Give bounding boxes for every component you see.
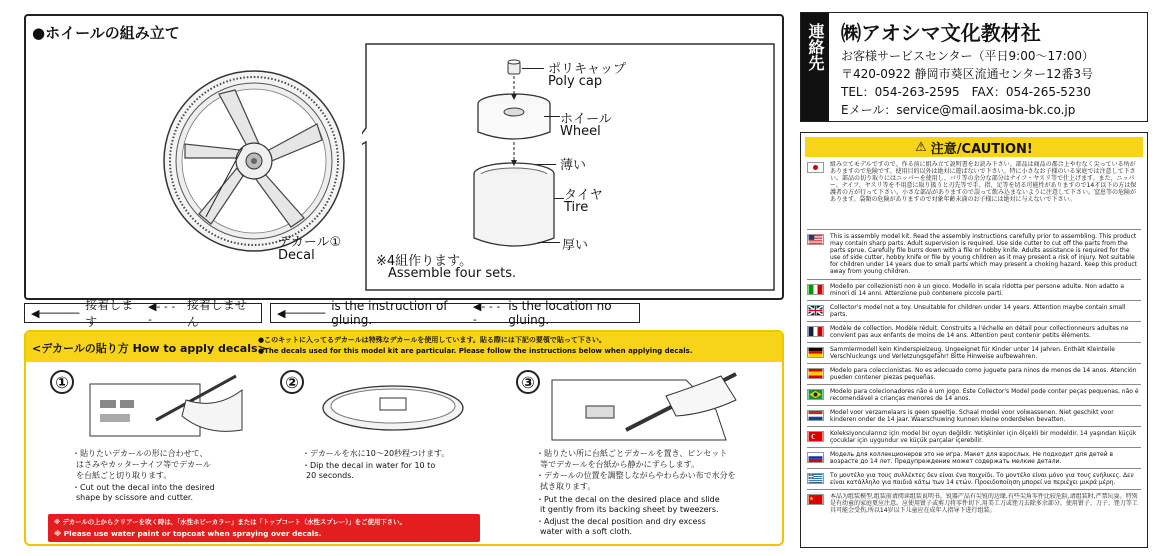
warning-triangle-icon: ⚠ (915, 139, 927, 155)
caution-row-russia (807, 451, 1141, 465)
glue-arrow-icon: ◀────── (277, 306, 326, 320)
divider (807, 447, 1141, 448)
step-1-text-jp-2: はさみやカッターナイフ等でデカール (76, 460, 211, 469)
polycap-label-jp: ポリキャップ (548, 62, 627, 77)
step-1-number: ① (50, 370, 74, 394)
noglue-arrow-icon: ◀- - - - (472, 300, 501, 326)
legend-en-glue: is the instruction of gluing. (331, 299, 448, 327)
step-1-text-jp-1: ・貼りたいデカールの形に合わせて、 (72, 449, 208, 458)
step-3-illustration (546, 370, 746, 442)
step-2-text-en-1: ・Dip the decal in water for 10 to (302, 461, 436, 470)
caution-row-greece (807, 472, 1141, 486)
caution-text-usa: This is assembly model kit. Read the assembly instructions carefully prior to assembling. This product may contain sharp parts. Adult supervision is required. Use side cutter to cut off the parts from the parts sprue. Carefully file burrs down with a file or hobby knife. Adults assistance is required for the use of side cutter, hobby knife or file by young children as it may present a risk of injury. Not suitable for children under 14 years due to small parts which may present a choking hazard. Keep this product away from young children. (830, 233, 1137, 275)
caution-row-uk (807, 304, 1141, 318)
caution-row-brazil (807, 388, 1141, 402)
caution-text-japan: 組み立てモデルですので、作る前に組み立て説明書をお読み下さい。部品は商品の都合上やむなく尖っている所がありますので危険です。使用目的以外は絶対に遊ばないで下さい。特に小さなお子様のいる家庭では注意して下さい。部品の切り取りにはニッパーを使用し、バリ等の余分な部分はナイフ・ヤスリ等で仕上げます。また、ニッパー、ナイフ、ヤスリ等を不用意に取り扱うと刃先等で手、指、足等を切る可能性がありますので14才以下の方は保護者の方が行って下さい。小さな部品がありますので誤って飲み込まないように注意して下さい。窒息等の危険があります。袋類の危険がありますので対象年齢未満のお子様には絶対に与えないで下さい。 (830, 161, 1137, 203)
caution-text-china: 本品为组装模型,组装前请阅读组装说明书。锐器产品有尖锐的边缘,有些尖角零件比较危险,请组装时,严禁玩耍。特别是有幼童的家庭更应注意。应使用钳子或剪刀将零件切下,用美工刀或锉刀去除多余部分。使用钳子、刀子、锉刀等工具可能会受伤,所以14岁以下儿童应在成年人指导下进行组装。 (830, 493, 1138, 514)
decal-warning-jp: ※ デカールの上からクリアーを吹く時は、「水性ホビーカラー」または「トップコート（水性スプレー）」をご使用下さい。 (54, 518, 406, 526)
step-3-text-en-3: ・Adjust the decal position and dry excess (536, 517, 706, 526)
address: 〒420-0922 静岡市葵区流通センター12番3号 (841, 67, 1094, 81)
usa-flag-icon (807, 234, 824, 245)
caution-row-china (807, 493, 1141, 543)
step-1-text-en-2: shape by scissore and cutter. (76, 493, 193, 502)
legend-jp-noglue: 接着しません (186, 298, 247, 329)
wheel-label-en: Wheel (560, 124, 601, 139)
caution-panel (800, 132, 1148, 548)
caution-title: 注意/CAUTION! (930, 141, 1033, 157)
caution-row-usa (807, 233, 1141, 275)
decal-label-en: Decal (278, 248, 315, 263)
email: Eメール：service@mail.aosima-bk.co.jp (841, 103, 1076, 117)
divider (807, 489, 1141, 490)
tire-leader (554, 198, 564, 199)
greece-flag-icon (807, 473, 824, 484)
legend-jp-glue: 接着します (85, 298, 134, 329)
thick-leader (538, 242, 560, 243)
caution-text-turkey: Koleksiyoncularınız için model bir oyun değildir. Yetişkinler için ölçekli bir modeldir. 14 yaşından küçük çocuklar için uygundur ve küçük parçalar içerebilir. (830, 430, 1137, 444)
contact-panel (800, 12, 1148, 122)
step-3-text-jp-2: 等でデカールを台紙から静かにずらします。 (540, 460, 700, 469)
uk-flag-icon (807, 305, 824, 316)
step-3-text-jp-4: 拭き取ります。 (540, 482, 596, 491)
step-2-text-jp-1: ・デカールを水に10～20秒程つけます。 (302, 449, 450, 458)
caution-text-spain: Modelo para coleccionistas. No es adecuado como juguete para ninos de menos de 14 anos. Atención pueden contener piezas pequeñas. (830, 367, 1137, 381)
china-flag-icon (807, 494, 824, 505)
spain-flag-icon (807, 368, 824, 379)
france-flag-icon (807, 326, 824, 337)
caution-text-russia: Модель для коллекционеров это не игра. Макет для взрослых. Не подходит для детей в возрасте до 14 лет. Предупреждение может содержать мелкие детали. (830, 451, 1114, 465)
step-3-text-jp-3: ・デカールの位置を調整しながらやわらかい布で水分を (536, 471, 736, 480)
polycap-leader (522, 68, 544, 69)
company-name: ㈱アオシマ文化教材社 (841, 21, 1041, 45)
caution-text-greece: Το μοντέλο για τους συλλέκτες δεν είναι ένα παιχνίδι. Το μοντέλο είναι μόνο για τους ενήλικες. Δεν είναι κατάλληλο για παιδιά κάτω των 14 ετών. Προειδοποίηση μπορεί να περιέχει μικρά μέρη. (830, 472, 1134, 486)
divider (807, 229, 1141, 230)
legend-jp (24, 298, 262, 329)
caution-row-germany (807, 346, 1141, 360)
caution-row-italy (807, 283, 1141, 297)
contact-side-label: 連絡先 (806, 23, 825, 71)
decal-intro-en: ●The decals used for this model kit are particular. Please follow the instructions below when applying decals. (258, 347, 693, 355)
russia-flag-icon (807, 452, 824, 463)
divider (807, 321, 1141, 322)
divider (807, 300, 1141, 301)
step-1-text-jp-3: を台紙ごと切り取ります。 (76, 471, 172, 480)
tire-label-en: Tire (564, 200, 589, 215)
step-2-number: ② (280, 370, 304, 394)
thin-leader (534, 164, 556, 165)
netherlands-flag-icon (807, 410, 824, 421)
thin-label: 薄い (560, 158, 587, 173)
germany-flag-icon (807, 347, 824, 358)
italy-flag-icon (807, 284, 824, 295)
wheel-leader (544, 116, 560, 117)
caution-text-france: Modèle de collection. Modèle réduit. Construits a l'échelle en détail pour collectionneurs adultes ne convient pas aux enfants de moins de 14 ans. Attention peut contenir petits éléments. (830, 325, 1129, 339)
assembly-note-en: Assemble four sets. (388, 266, 517, 281)
step-3-text-en-2: it gently from its backing sheet by tweezers. (540, 505, 719, 514)
caution-text-brazil: Modelo para colecionadores não é um jogo. Este Collector's Model pode conter peças pequenas, não é recomendável a crianças menores de 14 anos. (830, 388, 1139, 402)
assembly-panel (24, 14, 784, 300)
step-3-text-jp-1: ・貼りたい所に台紙ごとデカールを置き、ピンセット (536, 449, 728, 458)
caution-text-uk: Collector's model not a toy. Unsuitable for children under 14 years. Attention maybe contain small parts. (830, 304, 1126, 318)
polycap-label-en: Poly cap (548, 74, 603, 89)
turkey-flag-icon (807, 431, 824, 442)
glue-arrow-icon: ◀────── (31, 306, 80, 320)
brazil-flag-icon (807, 389, 824, 400)
step-1-text-en-1: ・Cut out the decal into the desired (72, 483, 215, 492)
assembly-note-jp: ※4組作ります。 (376, 254, 473, 269)
divider (807, 426, 1141, 427)
step-2-illustration (318, 378, 468, 438)
legend-en-noglue: is the location no gluing. (508, 299, 612, 327)
decal-intro-jp: ●このキットに入ってるデカールは特殊なデカールを使用しています。貼る際には下記の要領で貼って下さい。 (258, 336, 606, 344)
thick-label: 厚い (562, 238, 589, 253)
caution-text-netherlands: Model voor verzamelaars is geen speeltje. Schaal model voor volwassenen. Niet geschikt voor kinderen onder de 14 jaar. Waarschuwing kunnen kleine onderdelen bevatten. (830, 409, 1114, 423)
caution-text-germany: Sammlermodell kein Kinderspielzeug. Ungeeignet für Kinder unter 14 Jahren. Enthält Kleinteile Verschluckungs und Verletzungsgefahr! Bitte Hinweise aufbewahren. (830, 346, 1115, 360)
divider (807, 384, 1141, 385)
tire-label-jp: タイヤ (564, 188, 603, 203)
legend-en (270, 299, 640, 327)
divider (807, 279, 1141, 280)
step-3-number: ③ (516, 370, 540, 394)
decal-header: <デカールの貼り方 How to apply decals> (32, 342, 267, 355)
divider (807, 405, 1141, 406)
caution-text-italy: Modello per collezionisti non è un gioco. Modello in scala ridotta per persone adulte. Non adatto a minori di 14 anni. Attenzione può contenere piccole parti. (830, 283, 1124, 297)
step-3-text-en-1: ・Put the decal on the desired place and slide (536, 495, 720, 504)
caution-row-france (807, 325, 1141, 339)
wheel-illustration (159, 66, 349, 256)
step-2-text-en-2: 20 seconds. (306, 471, 354, 480)
assembly-title: ●ホイールの組み立て (32, 24, 180, 42)
caution-row-spain (807, 367, 1141, 381)
decal-warning-en: ※ Please use water paint or topcoat when spraying over decals. (54, 529, 322, 538)
caution-header (805, 137, 1143, 157)
divider (807, 468, 1141, 469)
caution-row-turkey (807, 430, 1141, 444)
caution-row-netherlands (807, 409, 1141, 423)
decal-instructions-panel (24, 330, 784, 546)
tel-fax: TEL：054-263-2595 FAX：054-265-5230 (841, 85, 1091, 99)
divider (807, 363, 1141, 364)
divider (807, 342, 1141, 343)
wheel-label-jp: ホイール (560, 112, 612, 127)
japan-flag-icon (807, 162, 824, 173)
caution-row-japan (807, 161, 1141, 225)
step-3-text-en-4: water with a soft cloth. (540, 527, 632, 536)
noglue-arrow-icon: ◀- - - - (147, 300, 176, 326)
service-center: お客様サービスセンター（平日9:00～17:00） (841, 49, 1095, 63)
step-1-illustration (86, 370, 246, 440)
decal-label-jp: デカール① (278, 235, 342, 250)
